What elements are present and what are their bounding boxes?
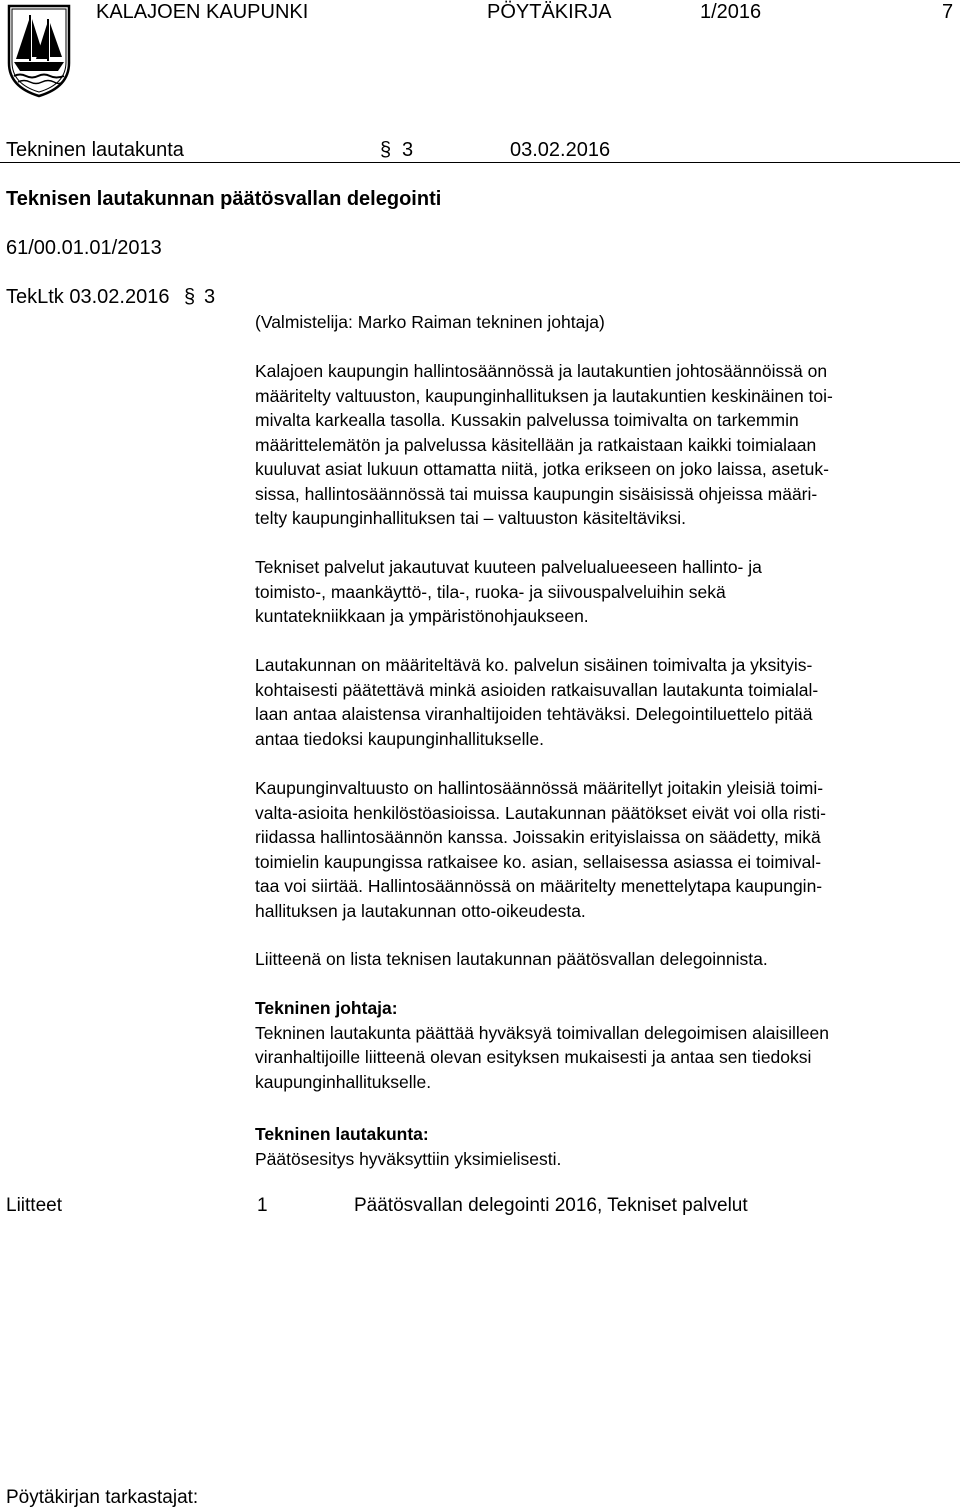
paragraph-4	[255, 776, 955, 923]
paragraph-line: Liitteenä on lista teknisen lautakunnan päätösvallan delegoinnista.	[255, 949, 768, 969]
header-doc-type: PÖYTÄKIRJA	[487, 1, 612, 23]
section-number: 3	[402, 139, 414, 161]
section-sign: §	[380, 139, 392, 161]
paragraph-line: hallituksen ja lautakunnan otto-oikeudesta.	[255, 900, 586, 921]
reference-section-number: 3	[204, 286, 216, 308]
section-divider	[0, 162, 960, 163]
paragraph-line: taa voi siirtää. Hallintosäännössä on määritelty menettelytapa kaupungin-	[255, 876, 823, 896]
header-page-number: 7	[942, 1, 954, 23]
paragraph-1	[255, 359, 955, 531]
paragraph-line: telty kaupunginhallituksen tai – valtuuston käsiteltäviksi.	[255, 508, 686, 528]
header-issue: 1/2016	[700, 1, 762, 23]
proposal-line: kaupunginhallitukselle.	[255, 1071, 432, 1092]
proposal-line: viranhaltijoille liitteenä olevan esityksen mukaisesti ja antaa sen tiedoksi	[255, 1047, 812, 1067]
reference: TekLtk 03.02.2016	[6, 286, 170, 308]
proposal-line: Tekninen lautakunta päättää hyväksyä toimivallan delegoimisen alaisilleen	[255, 1022, 829, 1043]
paragraph-line: Kalajoen kaupungin hallintosäännössä ja lautakuntien johtosäännöissä on	[255, 361, 828, 381]
meeting-body: Tekninen lautakunta	[6, 139, 184, 161]
paragraph-line: Tekniset palvelut jakautuvat kuuteen palvelualueeseen hallinto- ja	[255, 557, 762, 577]
paragraph-line: toimisto-, maankäyttö-, tila-, ruoka- ja siivouspalveluihin sekä	[255, 581, 726, 602]
paragraph-line: mivalta karkealla tasolla. Kussakin palvelussa toimivalta on tarkemmin	[255, 410, 799, 430]
paragraph-line: määrittelemätön ja palvelussa käsitellään ja ratkaistaan kaikki toimialaan	[255, 434, 817, 455]
proposal-heading: Tekninen johtaja:	[255, 998, 398, 1018]
paragraph-line: Kaupunginvaltuusto on hallintosäännössä määritellyt joitakin yleisiä toimi-	[255, 778, 824, 798]
attachments-label: Liitteet	[6, 1195, 62, 1216]
reference-section-sign: §	[184, 286, 196, 308]
paragraph-3	[255, 653, 955, 751]
paragraph-line: kuntatekniikkaan ja ympäristönohjaukseen.	[255, 606, 589, 626]
paragraph-line: kohtaisesti päätettävä minkä asioiden ratkaisuvallan lautakunta toimialal-	[255, 679, 819, 700]
paragraph-line: sissa, hallintosäännössä tai muissa kaupungin sisäisissä ohjeissa määri-	[255, 483, 818, 504]
paragraph-line: valta-asioita henkilöstöasioissa. Lautakunnan päätökset eivät voi olla risti-	[255, 802, 827, 823]
preparer: (Valmistelija: Marko Raiman tekninen johtaja)	[255, 312, 605, 332]
attachment-number: 1	[257, 1195, 268, 1216]
paragraph-line: määritelty valtuuston, kaupunginhallituksen ja lautakuntien keskinäinen toi-	[255, 385, 833, 406]
coat-of-arms-ship-icon	[6, 3, 72, 99]
decision	[255, 1122, 955, 1171]
paragraph-line: riidassa hallintosäännön kanssa. Joissakin erityislaissa on säädetty, mikä	[255, 827, 821, 847]
meeting-date: 03.02.2016	[510, 139, 611, 161]
decision-heading: Tekninen lautakunta:	[255, 1124, 429, 1144]
item-title: Teknisen lautakunnan päätösvallan delegointi	[6, 188, 442, 210]
paragraph-line: antaa tiedoksi kaupunginhallitukselle.	[255, 728, 544, 749]
paragraph-line: kuuluvat asiat lukuun ottamatta niitä, jotka erikseen on joko laissa, asetuk-	[255, 459, 829, 479]
paragraph-2	[255, 555, 955, 629]
record-number: 61/00.01.01/2013	[6, 237, 162, 259]
decision-text: Päätösesitys hyväksyttiin yksimielisesti.	[255, 1148, 562, 1169]
paragraph-5	[255, 947, 955, 972]
paragraph-line: toimielin kaupungissa ratkaisee ko. asian, sellaisessa asiassa ei toimival-	[255, 851, 822, 872]
header-city: KALAJOEN KAUPUNKI	[96, 1, 309, 23]
reviewers-label: Pöytäkirjan tarkastajat:	[6, 1487, 199, 1508]
proposal	[255, 996, 955, 1094]
attachment-title: Päätösvallan delegointi 2016, Tekniset palvelut	[354, 1195, 748, 1216]
paragraph-line: laan antaa alaistensa viranhaltijoiden tehtäväksi. Delegointiluettelo pitää	[255, 704, 813, 724]
paragraph-line: Lautakunnan on määriteltävä ko. palvelun sisäinen toimivalta ja yksityis-	[255, 655, 813, 675]
